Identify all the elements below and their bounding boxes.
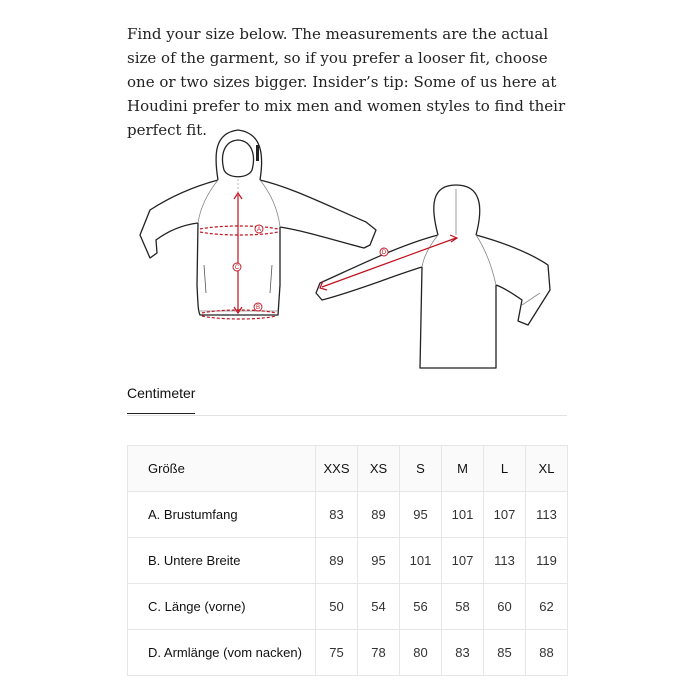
table-cell: 85	[484, 630, 526, 676]
marker-a: A	[256, 227, 262, 233]
row-label: C. Länge (vorne)	[128, 584, 316, 630]
table-cell: 83	[442, 630, 484, 676]
table-cell: 62	[526, 584, 568, 630]
table-cell: 113	[484, 538, 526, 584]
table-row	[128, 492, 568, 538]
front-measure-lines	[200, 193, 278, 319]
table-cell: 107	[484, 492, 526, 538]
header-size-s: S	[400, 446, 442, 492]
table-cell: 50	[316, 584, 358, 630]
marker-c: C	[234, 265, 240, 271]
row-label: D. Armlänge (vom nacken)	[128, 630, 316, 676]
front-jacket-outline	[140, 130, 376, 315]
table-cell: 119	[526, 538, 568, 584]
table-cell: 95	[358, 538, 400, 584]
table-cell: 56	[400, 584, 442, 630]
size-table	[127, 445, 568, 676]
table-cell: 101	[442, 492, 484, 538]
back-measure-line	[320, 235, 457, 290]
table-row	[128, 584, 568, 630]
header-size-xs: XS	[358, 446, 400, 492]
table-cell: 54	[358, 584, 400, 630]
table-cell: 78	[358, 630, 400, 676]
table-row	[128, 538, 568, 584]
table-cell: 58	[442, 584, 484, 630]
table-cell: 83	[316, 492, 358, 538]
garment-measurement-diagram	[130, 125, 570, 375]
header-size-l: L	[484, 446, 526, 492]
header-size-xxs: XXS	[316, 446, 358, 492]
table-cell: 88	[526, 630, 568, 676]
table-cell: 89	[358, 492, 400, 538]
tab-centimeter[interactable]: Centimeter	[127, 382, 195, 414]
unit-tabs	[127, 382, 567, 416]
table-cell: 89	[316, 538, 358, 584]
row-label: B. Untere Breite	[128, 538, 316, 584]
table-cell: 113	[526, 492, 568, 538]
table-cell: 101	[400, 538, 442, 584]
table-cell: 95	[400, 492, 442, 538]
header-size-m: M	[442, 446, 484, 492]
table-cell: 75	[316, 630, 358, 676]
table-header-row	[128, 446, 568, 492]
marker-b: B	[255, 305, 261, 311]
table-row	[128, 630, 568, 676]
table-cell: 107	[442, 538, 484, 584]
table-cell: 80	[400, 630, 442, 676]
marker-d: D	[381, 250, 387, 256]
back-markers	[380, 248, 388, 256]
header-size-label: Größe	[128, 446, 316, 492]
header-size-xl: XL	[526, 446, 568, 492]
row-label: A. Brustumfang	[128, 492, 316, 538]
intro-text: Find your size below. The measurements are the actual size of the garment, so if you prefer a looser fit, choose one or two sizes bigger. Insider’s tip: Some of us here at Houdini prefer to mix men and women styles to find their perfect fit.	[127, 25, 566, 139]
table-cell: 60	[484, 584, 526, 630]
